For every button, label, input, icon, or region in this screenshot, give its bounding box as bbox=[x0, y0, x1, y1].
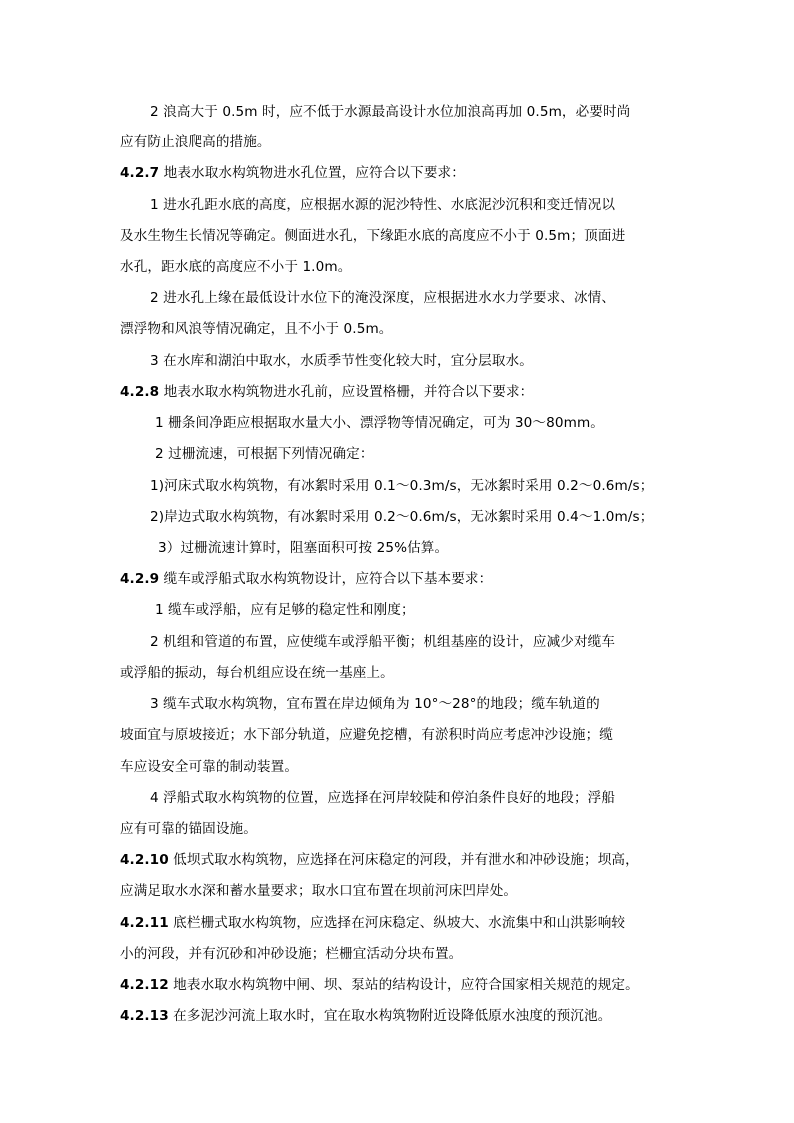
line-text: 2 进水孔上缘在最低设计水位下的淹没深度，应根据进水水力学要求、冰情、 bbox=[150, 290, 616, 306]
line-text: 4 浮船式取水构筑物的位置，应选择在河岸较陡和停泊条件良好的地段；浮船 bbox=[150, 790, 616, 806]
line-text: 漂浮物和风浪等情况确定，且不小于 0.5m。 bbox=[120, 321, 393, 337]
line-text: 应有可靠的锚固设施。 bbox=[120, 821, 257, 837]
clause-number: 4.2.12 bbox=[120, 977, 169, 993]
line-text: 地表水取水构筑物进水孔位置，应符合以下要求： bbox=[159, 165, 465, 181]
text-line bbox=[120, 226, 625, 246]
clause-heading bbox=[120, 163, 465, 183]
clause-heading bbox=[120, 913, 625, 933]
text-line bbox=[120, 257, 351, 277]
text-line bbox=[150, 694, 600, 714]
line-text: 地表水取水构筑物中闸、坝、泵站的结构设计，应符合国家相关规范的规定。 bbox=[168, 977, 639, 993]
clause-number: 4.2.9 bbox=[120, 571, 160, 587]
line-text: 或浮船的振动，每台机组应设在统一基座上。 bbox=[120, 665, 394, 681]
line-text: 坡面宜与原坡接近；水下部分轨道，应避免挖槽，有淤积时尚应考虑冲沙设施；缆 bbox=[120, 727, 613, 743]
clause-heading bbox=[120, 382, 533, 402]
line-text: 应满足取水水深和蓄水量要求；取水口宜布置在坝前河床凹岸处。 bbox=[120, 883, 518, 899]
text-line bbox=[150, 351, 533, 371]
line-text: 1)河床式取水构筑物，有冰絮时采用 0.1～0.3m/s，无冰絮时采用 0.2～0.6m/s； bbox=[150, 478, 654, 494]
text-line bbox=[150, 788, 615, 808]
text-line bbox=[120, 819, 257, 839]
line-text: 3 缆车式取水构筑物，宜布置在岸边倾角为 10°～28°的地段；缆车轨道的 bbox=[150, 696, 600, 712]
line-text: 底栏栅式取水构筑物，应选择在河床稳定、纵坡大、水流集中和山洪影响较 bbox=[168, 915, 626, 931]
text-line bbox=[150, 632, 615, 652]
line-text: 1 进水孔距水底的高度，应根据水源的泥沙特性、水底泥沙沉积和变迁情况以 bbox=[150, 197, 616, 213]
line-text: 在多泥沙河流上取水时，宜在取水构筑物附近设降低原水浊度的预沉池。 bbox=[168, 1008, 612, 1024]
text-line bbox=[120, 132, 271, 152]
line-text: 小的河段，并有沉砂和冲砂设施；栏栅宜活动分块布置。 bbox=[120, 946, 463, 962]
text-line bbox=[120, 757, 298, 777]
line-text: 应有防止浪爬高的措施。 bbox=[120, 134, 271, 150]
text-line bbox=[120, 881, 517, 901]
clause-heading bbox=[120, 850, 639, 870]
clause-heading bbox=[120, 975, 639, 995]
text-line bbox=[150, 507, 653, 527]
line-text: 3）过栅流速计算时，阻塞面积可按 25%估算。 bbox=[158, 540, 449, 556]
text-line bbox=[150, 476, 653, 496]
line-text: 地表水取水构筑物进水孔前，应设置格栅，并符合以下要求： bbox=[159, 384, 534, 400]
text-line bbox=[158, 538, 448, 558]
text-line bbox=[120, 663, 394, 683]
text-line bbox=[120, 944, 462, 964]
line-text: 及水生物生长情况等确定。侧面进水孔，下缘距水底的高度应不小于 0.5m；顶面进 bbox=[120, 228, 626, 244]
line-text: 2 过栅流速，可根据下列情况确定： bbox=[155, 446, 374, 462]
clause-number: 4.2.10 bbox=[120, 852, 169, 868]
clause-heading bbox=[120, 569, 492, 589]
line-text: 2 机组和管道的布置，应使缆车或浮船平衡；机组基座的设计，应减少对缆车 bbox=[150, 634, 616, 650]
clause-number: 4.2.13 bbox=[120, 1008, 169, 1024]
line-text: 1 缆车或浮船，应有足够的稳定性和刚度； bbox=[155, 602, 415, 618]
text-line bbox=[155, 413, 604, 433]
clause-heading bbox=[120, 1006, 611, 1026]
line-text: 水孔，距水底的高度应不小于 1.0m。 bbox=[120, 259, 352, 275]
clause-number: 4.2.8 bbox=[120, 384, 160, 400]
text-line bbox=[155, 600, 415, 620]
text-line bbox=[120, 319, 392, 339]
clause-number: 4.2.11 bbox=[120, 915, 169, 931]
line-text: 2)岸边式取水构筑物，有冰絮时采用 0.2～0.6m/s，无冰絮时采用 0.4～1.0m/s； bbox=[150, 509, 654, 525]
line-text: 3 在水库和湖泊中取水，水质季节性变化较大时，宜分层取水。 bbox=[150, 353, 533, 369]
line-text: 1 栅条间净距应根据取水量大小、漂浮物等情况确定，可为 30～80mm。 bbox=[155, 415, 604, 431]
line-text: 车应设安全可靠的制动装置。 bbox=[120, 759, 299, 775]
text-line bbox=[150, 195, 615, 215]
text-line bbox=[155, 444, 374, 464]
line-text: 缆车或浮船式取水构筑物设计，应符合以下基本要求： bbox=[159, 571, 493, 587]
text-line bbox=[120, 725, 613, 745]
text-line bbox=[150, 288, 615, 308]
text-line bbox=[150, 102, 630, 122]
line-text: 2 浪高大于 0.5m 时，应不低于水源最高设计水位加浪高再加 0.5m，必要时尚 bbox=[150, 104, 631, 120]
line-text: 低坝式取水构筑物，应选择在河床稳定的河段，并有泄水和冲砂设施；坝高， bbox=[168, 852, 639, 868]
clause-number: 4.2.7 bbox=[120, 165, 160, 181]
